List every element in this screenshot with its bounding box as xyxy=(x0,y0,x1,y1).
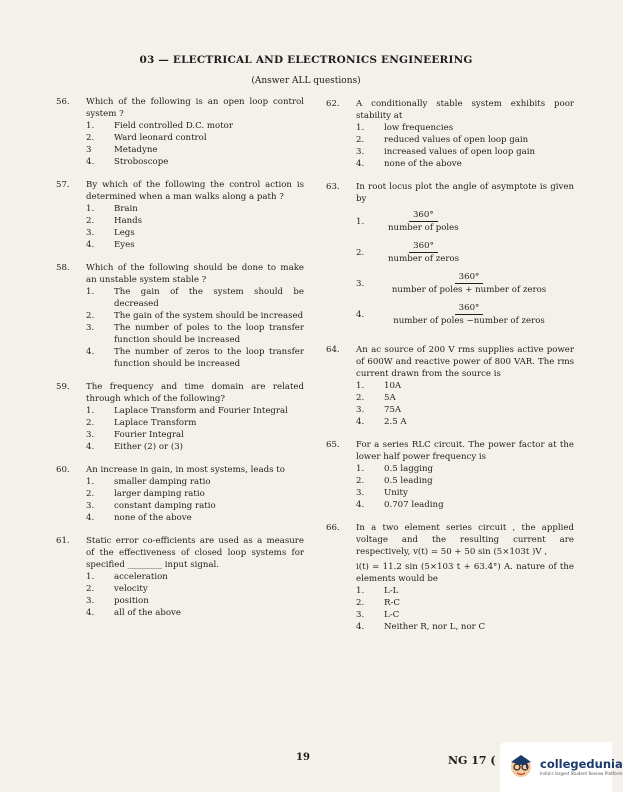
question-text: In a two element series circuit , the applied voltage and the resulting current are respectively, v(t) = 50 + 50 sin (5×103t )V , xyxy=(356,523,574,557)
question-62 xyxy=(326,98,574,170)
question-number: 56. xyxy=(56,97,70,107)
question-number: 64. xyxy=(326,345,340,355)
option: 2. The gain of the system should be increased xyxy=(86,311,304,321)
option: 2. reduced values of open loop gain xyxy=(356,135,529,145)
option: 4. $\frac{360^\circ}{\text{number of poles −number of zeros}}$ xyxy=(356,302,574,327)
option: 4. Either (2) or (3) xyxy=(86,442,184,452)
option: 3. position xyxy=(86,596,149,606)
option: 4. 0.707 leading xyxy=(356,500,444,510)
option: 1. Laplace Transform and Fourier Integral xyxy=(86,406,288,416)
question-text: For a series RLC circuit. The power factor at the lower half power frequency is xyxy=(356,440,574,462)
option: 3. $\frac{360^\circ}{\text{number of poles + number of zeros}}$ xyxy=(356,271,574,296)
question-number: 61. xyxy=(56,536,70,546)
fraction: $\frac{360^\circ}{\text{number of poles + number of zeros}}$ xyxy=(391,272,547,295)
option: 1. acceleration xyxy=(86,572,168,582)
question-text: The frequency and time domain are related through which of the following? xyxy=(86,382,304,404)
question-text: By which of the following the control action is determined when a man walks along a path ? xyxy=(86,180,304,202)
question-text: Static error co-efficients are used as a measure of the effectiveness of closed loop systems for specified ________ input signal. xyxy=(86,536,304,570)
option: 1. $\frac{360^\circ}{\text{number of poles}}$ xyxy=(356,209,574,234)
option: 2. 0.5 leading xyxy=(356,476,433,486)
option: 3. increased values of open loop gain xyxy=(356,147,535,157)
question-text-continued: i(t) = 11.2 sin (5×103 t + 63.4°) A. nature of the elements would be xyxy=(356,562,574,584)
question-text: In root locus plot the angle of asymptote is given by xyxy=(356,182,574,204)
question-text: A conditionally stable system exhibits poor stability at xyxy=(356,99,574,121)
option: 4. Neither R, nor L, nor C xyxy=(356,622,486,632)
option: 1. Field controlled D.C. motor xyxy=(86,121,233,131)
instructions: (Answer ALL questions) xyxy=(251,76,361,86)
option: 2. R-C xyxy=(356,598,400,608)
option: 1. low frequencies xyxy=(356,123,454,133)
question-text: Which of the following should be done to make an unstable system stable ? xyxy=(86,263,304,285)
question-56 xyxy=(56,96,304,168)
option: 4. 2.5 A xyxy=(356,417,407,427)
question-65 xyxy=(326,439,574,511)
question-66 xyxy=(326,522,574,633)
option: 2. 5A xyxy=(356,393,396,403)
option: 2. velocity xyxy=(86,584,148,594)
option: 3. The number of poles to the loop transfer function should be increased xyxy=(86,323,304,345)
question-58 xyxy=(56,262,304,370)
watermark-logo xyxy=(500,742,623,792)
option: 3. 75A xyxy=(356,405,402,415)
option: 3. Fourier Integral xyxy=(86,430,184,440)
question-number: 58. xyxy=(56,263,70,273)
question-number: 59. xyxy=(56,382,70,392)
option: 4. all of the above xyxy=(86,608,181,618)
option: 2. Ward leonard control xyxy=(86,133,207,143)
question-number: 62. xyxy=(326,99,340,109)
paper-code: NG 17 ( xyxy=(448,754,496,767)
option: 2. larger damping ratio xyxy=(86,489,205,499)
question-number: 63. xyxy=(326,182,340,192)
option: 1. Brain xyxy=(86,204,138,214)
option: 4. The number of zeros to the loop transfer function should be increased xyxy=(86,347,304,369)
question-number: 66. xyxy=(326,523,340,533)
page-number: 19 xyxy=(296,752,310,763)
option: 2. $\frac{360^\circ}{\text{number of zeros}}$ xyxy=(356,240,574,265)
option: 3. constant damping ratio xyxy=(86,501,216,511)
left-column xyxy=(56,96,304,630)
right-column xyxy=(326,98,574,644)
question-57 xyxy=(56,179,304,251)
option: 1. smaller damping ratio xyxy=(86,477,211,487)
option: 3. Legs xyxy=(86,228,135,238)
question-64 xyxy=(326,344,574,428)
fraction: $\frac{360^\circ}{\text{number of poles −number of zeros}}$ xyxy=(393,303,545,326)
option: 2. Laplace Transform xyxy=(86,418,197,428)
question-number: 65. xyxy=(326,440,340,450)
option: 1. 10A xyxy=(356,381,402,391)
fraction: $\frac{360^\circ}{\text{number of zeros}}$ xyxy=(388,241,460,264)
option: 4. none of the above xyxy=(86,513,192,523)
question-number: 60. xyxy=(56,465,70,475)
question-number: 57. xyxy=(56,180,70,190)
question-text: An increase in gain, in most systems, leads to xyxy=(86,465,285,475)
section-title: 03 — ELECTRICAL AND ELECTRONICS ENGINEERING xyxy=(139,54,473,66)
option: 4. none of the above xyxy=(356,159,462,169)
option: 4. Eyes xyxy=(86,240,135,250)
question-59 xyxy=(56,381,304,453)
option: 4. Stroboscope xyxy=(86,157,169,167)
option: 3. L-C xyxy=(356,610,400,620)
option: 3. Unity xyxy=(356,488,408,498)
question-text: Which of the following is an open loop control system ? xyxy=(86,97,304,119)
question-60 xyxy=(56,464,304,524)
mascot-icon xyxy=(506,750,536,784)
question-text: An ac source of 200 V rms supplies active power of 600W and reactive power of 800 VAR. The rms current drawn from the source is xyxy=(356,345,574,379)
logo-tagline: India's largest Student Review Platform xyxy=(540,770,623,776)
fraction: $\frac{360^\circ}{\text{number of poles}}$ xyxy=(388,210,459,233)
option: 1. 0.5 lagging xyxy=(356,464,434,474)
logo-name: collegedunia xyxy=(540,756,623,771)
question-63 xyxy=(326,181,574,333)
option: 2. Hands xyxy=(86,216,143,226)
option: 3 Metadyne xyxy=(86,145,158,155)
option: 1. L-L xyxy=(356,586,399,596)
option: 1. The gain of the system should be decreased xyxy=(86,287,304,309)
question-61 xyxy=(56,535,304,619)
